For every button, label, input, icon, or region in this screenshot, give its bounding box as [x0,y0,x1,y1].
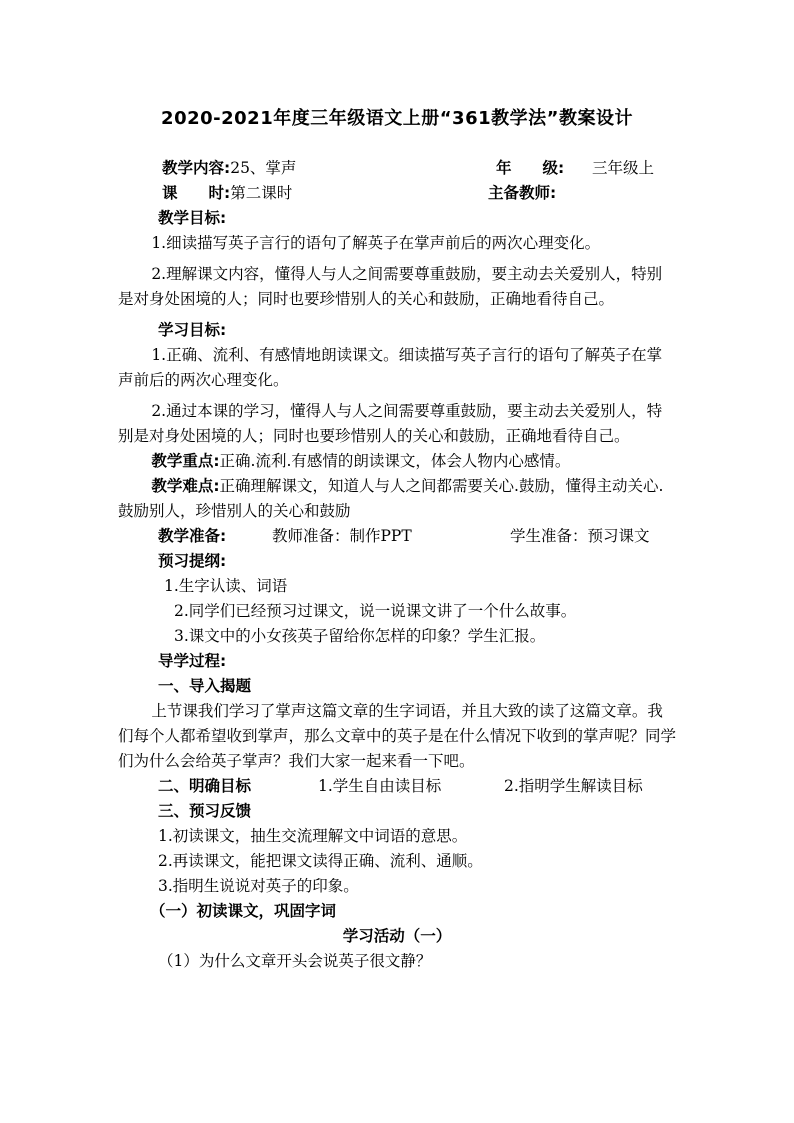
section-3-item-3: 3.指明生说说对英子的印象。 [158,877,359,895]
preparation-row [118,524,676,549]
difficulty-text: 正确理解课文，知道人与人之间都需要关心.鼓励，懂得主动关心.鼓励别人，珍惜别人的关心和鼓励 [118,477,664,520]
teacher-label: 主备教师: [488,184,557,202]
section-3-item-1: 1.初读课文，抽生交流理解文中词语的意思。 [158,827,468,845]
section-2-item-2: 2.指明学生解读目标 [504,777,643,795]
teaching-goal-1: 1.细读描写英子言行的语句了解英子在掌声前后的两次心理变化。 [151,234,601,252]
difficulty [118,474,676,524]
student-preparation: 学生准备：预习课文 [510,527,650,545]
teaching-goal-2: 2.理解课文内容，懂得人与人之间需要尊重鼓励，要主动去关爱别人，特别是对身处困境的人；同时也要珍惜别人的关心和鼓励，正确地看待自己。 [118,265,663,308]
key-point [118,449,676,474]
difficulty-label: 教学难点: [151,477,220,495]
preparation-label: 教学准备: [158,527,227,545]
learning-goals-heading: 学习目标: [158,321,227,339]
section-2-item-1: 1.学生自由读目标 [318,777,442,795]
document-title: 2020-2021年度三年级语文上册“361教学法”教案设计 [161,108,633,129]
grade-label: 年 级: [496,159,565,177]
process-heading: 导学过程: [158,652,227,670]
subsection-1-heading: （一）初读课文，巩固字词 [150,902,337,920]
learning-goal-2: 2.通过本课的学习，懂得人与人之间需要尊重鼓励，要主动去关爱别人，特别是对身处困境的人；同时也要珍惜别人的关心和鼓励，正确地看待自己。 [118,402,663,445]
teacher-preparation: 教师准备：制作PPT [272,527,412,545]
learning-goal-1: 1.正确、流利、有感情地朗读课文。细读描写英子言行的语句了解英子在掌声前后的两次心理变化。 [118,346,663,389]
preview-item-3: 3.课文中的小女孩英子留给你怎样的印象？学生汇报。 [174,627,546,645]
section-3-item-2: 2.再读课文，能把课文读得正确、流利、通顺。 [158,852,483,870]
preview-heading: 预习提纲: [158,552,227,570]
document-body [118,156,676,974]
content-label: 教学内容: [162,159,231,177]
key-point-label: 教学重点: [151,452,220,470]
section-3-heading: 三、预习反馈 [158,802,252,820]
period-label: 课 时: [162,184,231,202]
preview-item-1: 1.生字认读、词语 [164,577,288,595]
meta-row-2 [118,181,676,206]
period-value: 第二课时 [230,184,293,202]
section-2-row [118,774,676,799]
section-2-heading: 二、明确目标 [158,777,252,795]
teaching-goals-heading: 教学目标: [158,209,227,227]
section-1-text: 上节课我们学习了掌声这篇文章的生字词语，并且大致的读了这篇文章。我们每个人都希望收到掌声，那么文章中的英子是在什么情况下收到的掌声呢？同学们为什么会给英子掌声？我们大家一起来看一下吧。 [118,702,677,770]
section-1-heading: 一、导入揭题 [158,677,252,695]
question-1: （1）为什么文章开头会说英子很文静？ [158,952,432,970]
preview-item-2: 2.同学们已经预习过课文，说一说课文讲了一个什么故事。 [174,602,577,620]
key-point-text: 正确.流利.有感情的朗读课文，体会人物内心感情。 [219,452,571,470]
meta-row-1 [118,156,676,181]
activity-heading: 学习活动（一） [342,927,452,945]
content-value: 25、掌声 [230,159,297,177]
grade-value: 三年级上 [592,159,655,177]
